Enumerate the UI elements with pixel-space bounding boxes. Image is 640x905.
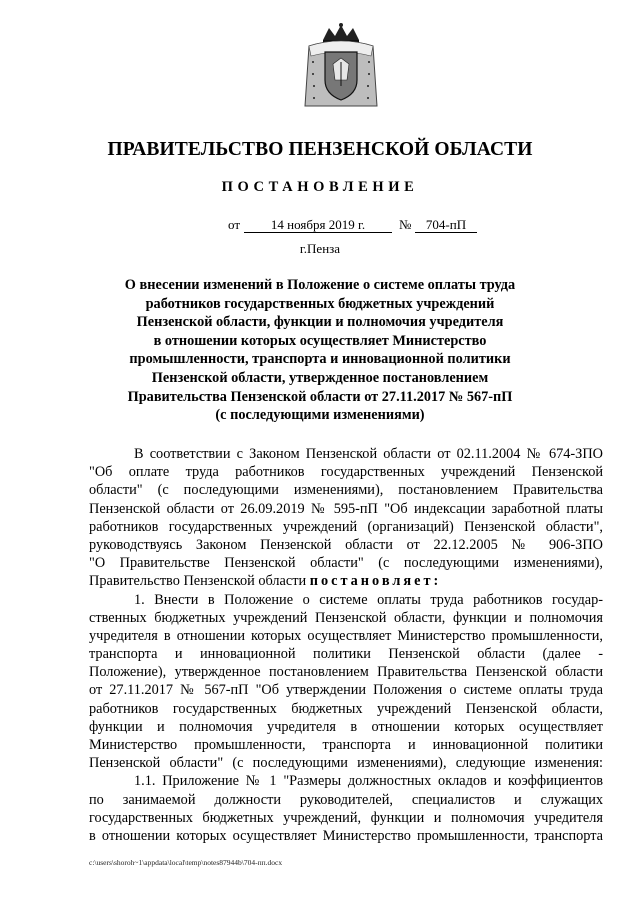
body-line: области" (с последующими изменениями), постановлением Правительства	[89, 482, 603, 499]
title-line: промышленности, транспорта и инновационной политики	[129, 351, 511, 368]
title-line: Правительства Пензенской области от 27.11.2017 № 567-пП	[127, 388, 513, 405]
document-date: 14 ноября 2019 г.	[270, 217, 366, 232]
title-line: работников государственных бюджетных учреждений	[145, 295, 495, 312]
body-line: транспорта и инновационной политики Пензенской области (далее -	[89, 646, 603, 663]
file-path-footer: c:\users\shoroh~1\appdata\local\temp\notes87944b\704-пп.docx	[89, 858, 283, 867]
date-prefix: от	[228, 217, 241, 232]
body-line: учредителя в отношении которых осуществляет Министерство промышленности,	[89, 627, 603, 644]
title-line: О внесении изменений в Положение о системе оплаты труда	[124, 277, 516, 293]
body-line: государственных бюджетных учреждений, функции и полномочия учредителя	[89, 809, 603, 826]
body-line: Пензенской области" (с последующими изменениями), следующие изменения:	[89, 755, 603, 772]
body-line: "О Правительстве Пензенской области" (с последующими изменениями),	[89, 555, 603, 572]
organization-name: ПРАВИТЕЛЬСТВО ПЕНЗЕНСКОЙ ОБЛАСТИ	[107, 139, 533, 160]
body-line: в отношении которых осуществляет Министерство промышленности, транспорта	[89, 827, 603, 844]
body-line: "Об оплате труда работников государственных учреждений Пензенской	[89, 464, 603, 481]
body-line: Положение), утвержденное постановлением Правительства Пензенской области	[89, 664, 603, 681]
body-line: работников государственных бюджетных учреждений Пензенской области,	[89, 700, 603, 717]
body-line: руководствуясь Законом Пензенской области от 22.12.2005 № 906-ЗПО	[89, 536, 603, 553]
document-number: 704-пП	[425, 217, 467, 232]
coat-of-arms-emblem	[301, 22, 381, 110]
document-title	[110, 276, 530, 425]
decree-word: постановляет:	[309, 573, 442, 590]
document-body	[89, 445, 603, 845]
body-line: Министерство промышленности, транспорта и инновационной политики	[89, 737, 603, 753]
date-number-line	[0, 217, 640, 237]
title-line: Пензенской области, функции и полномочия учредителя	[136, 314, 504, 331]
body-line: ственных бюджетных учреждений Пензенской области, функции и полномочия	[89, 609, 603, 626]
body-line-text: Правительство Пензенской области	[89, 573, 307, 590]
city: г.Пенза	[299, 241, 341, 256]
body-line: 1.1. Приложение № 1 "Размеры должностных окладов и коэффициентов	[134, 773, 603, 790]
body-line: по занимаемой должности руководителей, специалистов и служащих	[89, 791, 603, 808]
body-line: функции и полномочия учредителя в отношении которых осуществляет	[89, 718, 603, 735]
title-line: в отношении которых осуществляет Министерство	[153, 332, 487, 349]
title-line: (с последующими изменениями)	[215, 407, 425, 424]
number-prefix: №	[399, 217, 412, 232]
body-line: работников государственных учреждений (организаций) Пензенской области",	[89, 518, 603, 535]
body-line: от 27.11.2017 № 567-пП "Об утверждении Положения о системе оплаты труда	[89, 682, 603, 699]
title-line: Пензенской области, утвержденное постановлением	[151, 369, 489, 386]
body-line: 1. Внести в Положение о системе оплаты труда работников государ-	[134, 591, 603, 608]
body-line	[89, 572, 603, 590]
body-line: Пензенской области от 26.09.2019 № 595-пП "Об индексации заработной платы	[89, 500, 603, 517]
body-line: В соответствии с Законом Пензенской области от 02.11.2004 № 674-ЗПО	[134, 446, 603, 462]
document-type: ПОСТАНОВЛЕНИЕ	[221, 179, 419, 195]
